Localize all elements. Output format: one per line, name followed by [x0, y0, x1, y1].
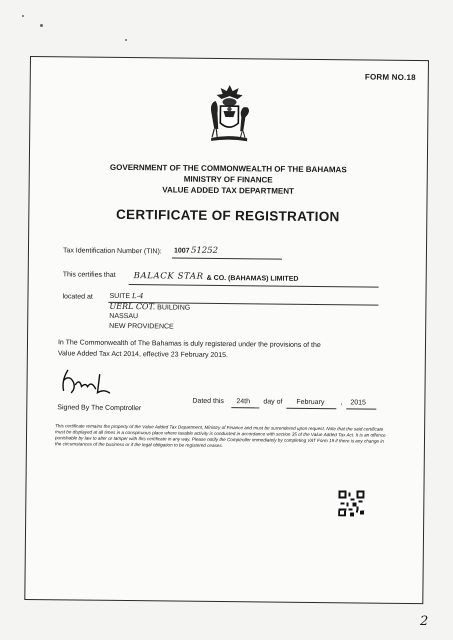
business-name-printed: & CO. (BAHAMAS) LIMITED	[206, 274, 299, 283]
page-number: 2	[420, 614, 429, 629]
certifies-label: This certifies that	[62, 271, 116, 279]
certificate-frame: FORM NO.18 GOVERNMENT OF THE COMMONWEALTH OF THE BAHAMAS MINISTRY OF FINANCE VALUE ADDED TAX DEPARTMENT CERTIFICATE OF REGISTRATION Tax Identification Number (TIN): 1007 51252 This certifies that BALACK STAR & CO. (BAHAMAS) LIMITED located at SUITE L-4 UERL COT. BUILDING NASSAU NEW PROVIDENCE In The Commonwealth of The Bahamas is duly registered under the provisions of the Value Added Tax Act 2014, effective 23 February 2015. Signed By The Comptroller Dated this 24th day of February , 2015 This certificate remains the property of the Value Added Tax Department, Ministry of Finance and must be surrendered upon request. Note that the said certificate must be displayed at all times in a conspicuous place where taxable activity is conducted in accordance with section 35 of the Value Added Tax Act. It is an offence punishable by law to alter or tamper with this certificate in any way. Please notify the Comptroller immediately by completing VAT Form 19 if there is any change in the circumstances of the business or if the legal obligation to be registered ceases.	[24, 56, 429, 604]
address-suite-handwritten: L-4	[132, 292, 144, 301]
dated-label: Dated this	[192, 397, 224, 406]
dated-day: 24th	[236, 398, 251, 406]
scan-speck	[40, 24, 43, 27]
tin-value-handwritten: 51252	[190, 245, 219, 256]
department-line: VALUE ADDED TAX DEPARTMENT	[162, 185, 294, 196]
ministry-line: MINISTRY OF FINANCE	[183, 174, 273, 185]
fine-print-notice: This certificate remains the property of the Value Added Tax Department, Ministry of Finance and must be surrendered upon request. Note that the said certificate must be displayed at all times in a conspicuous place where taxable activity is conducted in accordance with section 35 of the Value Added Tax Act. It is an offence punishable by law to alter or tamper with this certificate in any way. Please notify the Comptroller immediately by completing VAT Form 19 if there is any change in the circumstances of the business or if the legal obligation to be registered ceases.	[54, 423, 386, 449]
address-suite: SUITE	[109, 292, 131, 301]
registration-line-1: In The Commonwealth of The Bahamas is duly registered under the provisions of the	[57, 339, 321, 350]
registration-line-2: Value Added Tax Act 2014, effective 23 February 2015.	[57, 350, 228, 360]
issuing-authority-header	[60, 161, 397, 198]
dated-month: February	[296, 398, 325, 407]
signed-by-label: Signed By The Comptroller	[57, 404, 142, 413]
government-line: GOVERNMENT OF THE COMMONWEALTH OF THE BAHAMAS	[109, 162, 347, 175]
address-block	[109, 292, 190, 332]
address-city: NASSAU	[109, 312, 139, 321]
dated-year: 2015	[350, 399, 366, 407]
tin-label: Tax Identification Number (TIN):	[62, 247, 162, 256]
location-label: located at	[62, 293, 93, 301]
dated-day-of: day of	[263, 398, 283, 406]
address-building-handwritten: UERL COT.	[109, 301, 156, 311]
scan-speck	[125, 39, 127, 41]
business-name-underline	[129, 284, 379, 288]
tin-value-printed: 1007	[173, 247, 190, 255]
bahamas-coat-of-arms-icon	[205, 83, 254, 143]
qr-code	[338, 490, 364, 516]
address-building: BUILDING	[157, 303, 191, 312]
tin-underline	[172, 257, 282, 259]
day-underline	[231, 407, 259, 408]
comptroller-signature	[57, 366, 137, 397]
address-province: NEW PROVIDENCE	[109, 322, 174, 331]
registration-statement	[58, 337, 358, 362]
month-underline	[286, 408, 336, 410]
scan-speck	[22, 15, 24, 17]
form-number: FORM NO.18	[364, 72, 416, 83]
year-underline	[346, 408, 376, 409]
certificate-title: CERTIFICATE OF REGISTRATION	[115, 206, 340, 225]
business-name-handwritten: BALACK STAR	[133, 271, 204, 282]
